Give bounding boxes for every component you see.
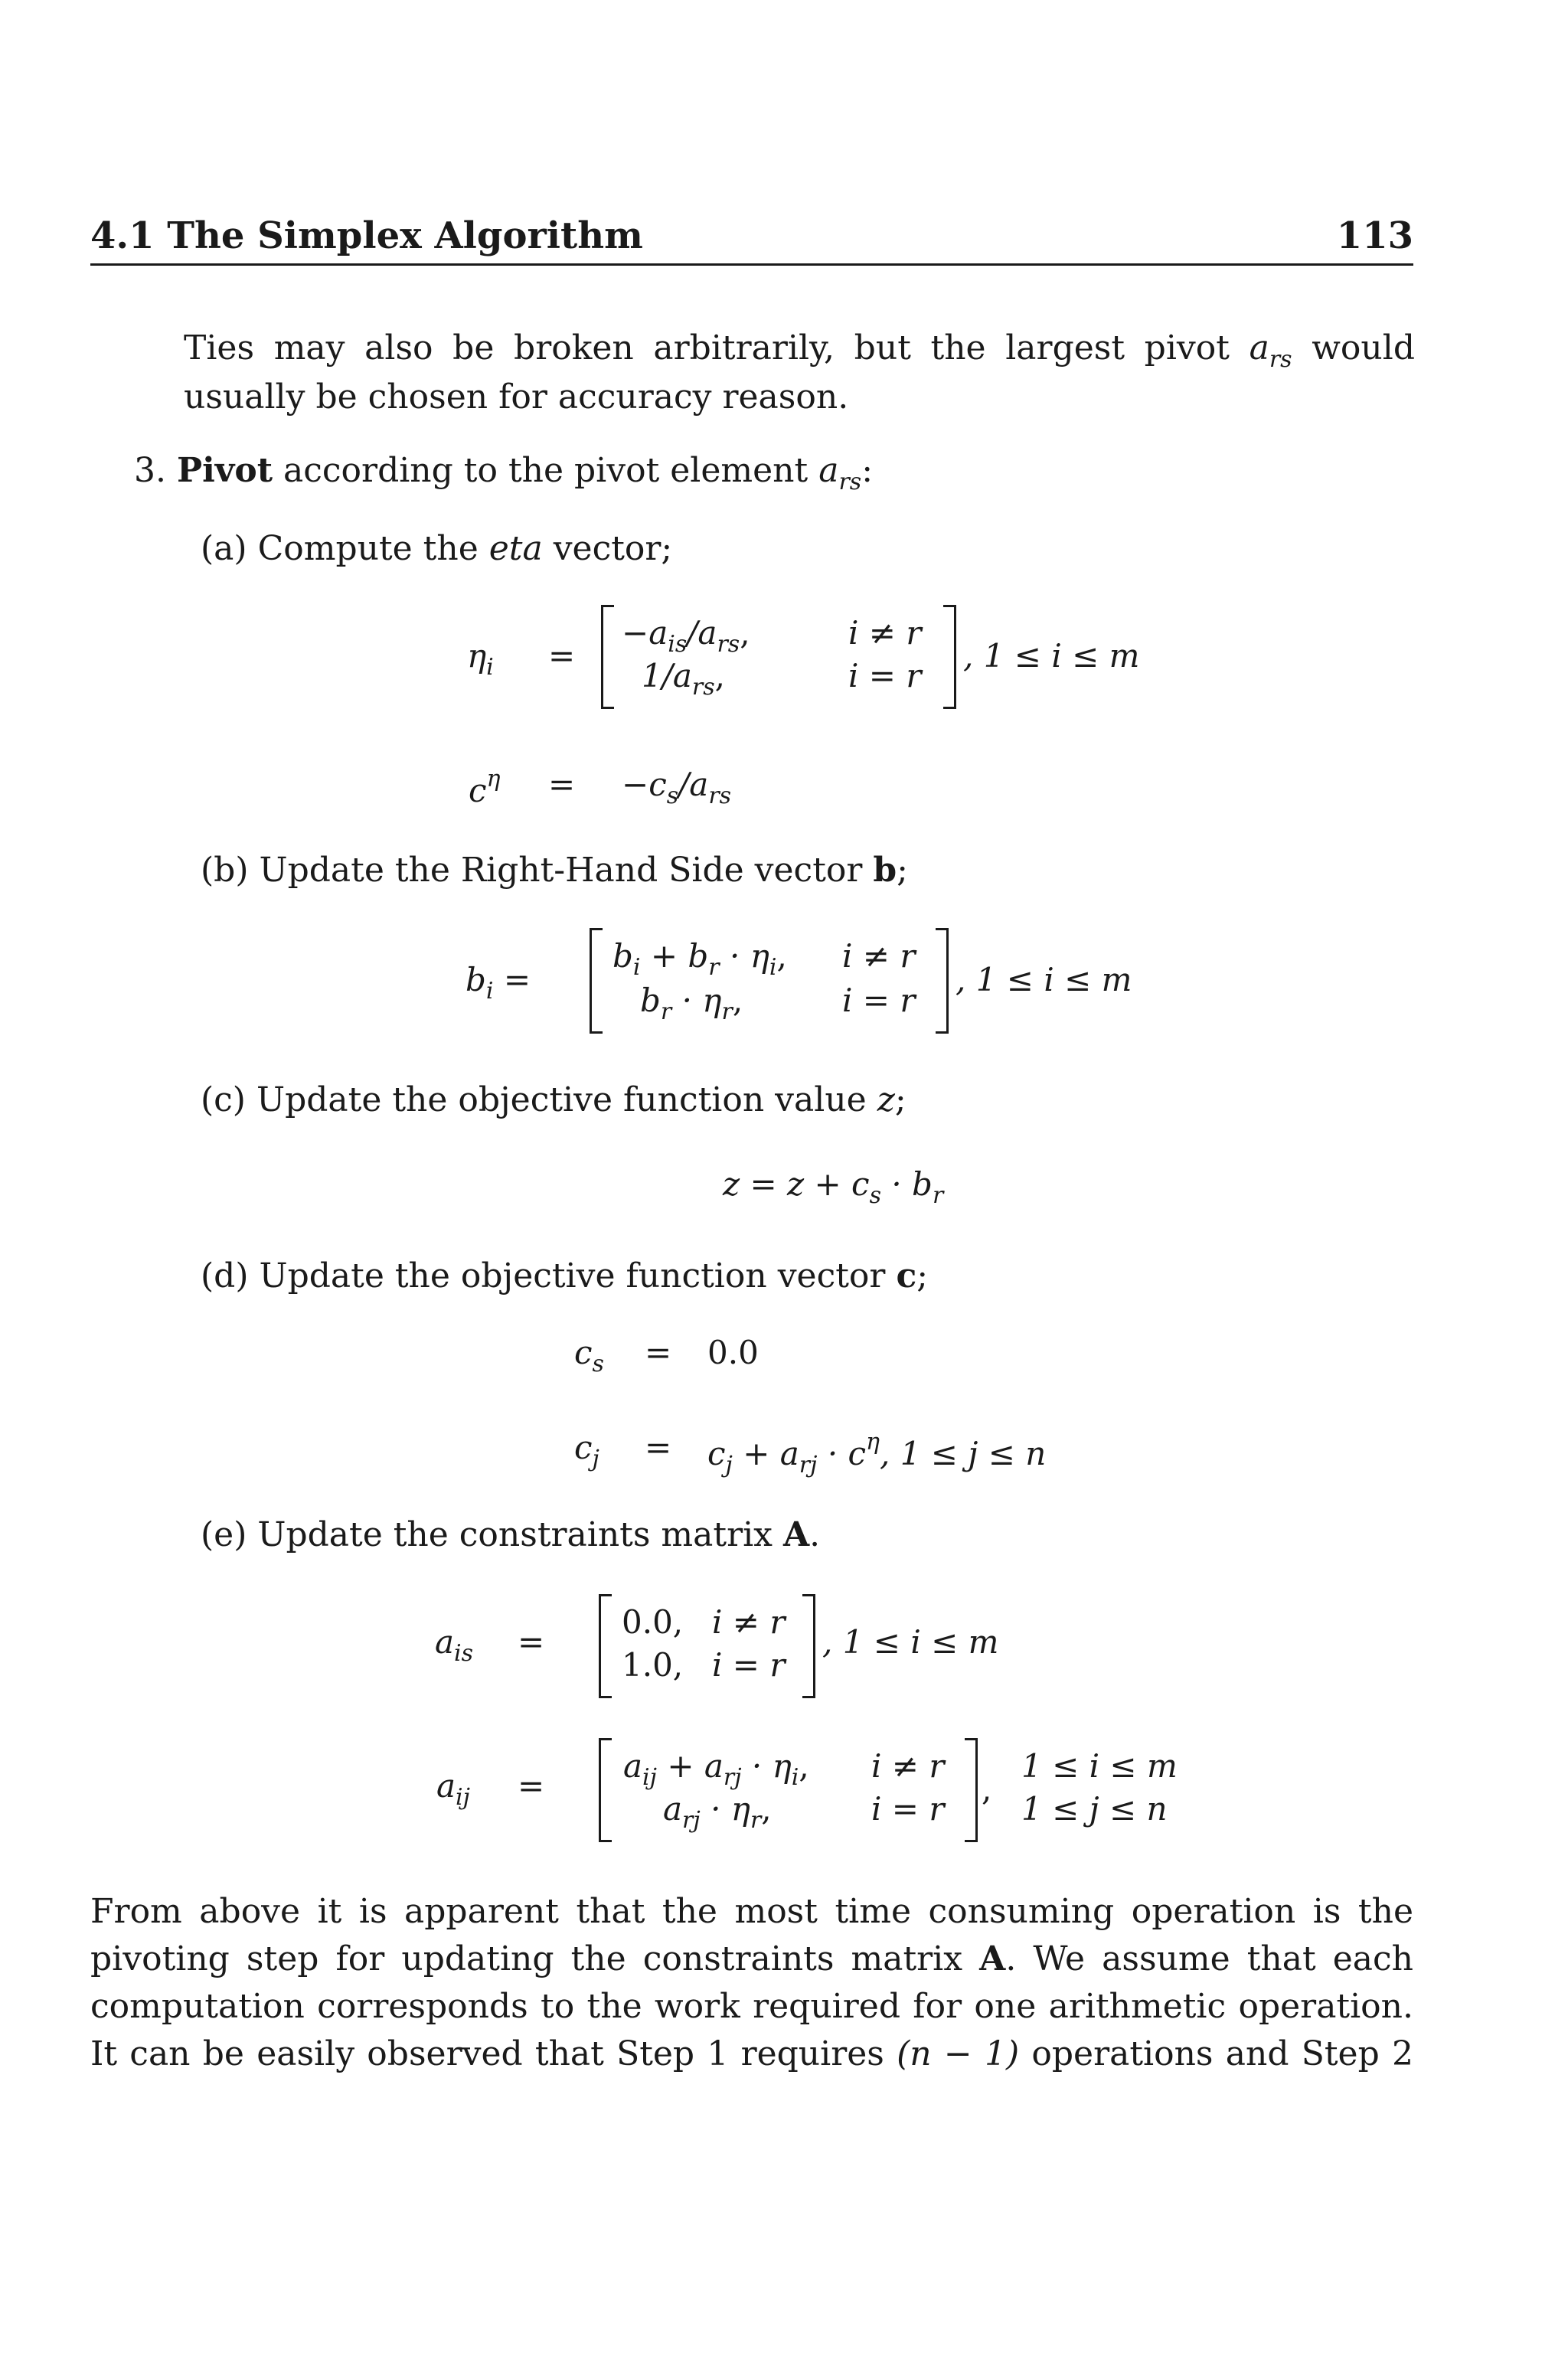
c-j: c [707,1435,726,1472]
aij-range-j: 1 ≤ j ≤ n [1021,1790,1168,1828]
aij-right-bracket [965,1738,978,1842]
comma: , [714,657,726,694]
substep-label: (c) [201,1080,246,1119]
sub: s [592,1351,604,1377]
cs-equals: = [645,1334,672,1371]
row-expr: 1/a [642,657,692,694]
step-3 [134,447,873,506]
plus-a: + a [743,1435,799,1472]
sup: η [866,1429,880,1456]
ais-equals: = [518,1623,545,1661]
c-symbol: c [574,1334,593,1371]
b-right-bracket [936,928,949,1034]
a-rj: a [663,1790,683,1828]
step-keyword: Pivot [176,451,273,490]
semicolon: ; [897,851,908,890]
cj-rhs [707,1429,1046,1478]
substep-label: (d) [201,1256,249,1295]
sub: rj [682,1807,701,1834]
sub: i [769,954,777,981]
b-r: b [640,982,661,1019]
b-subscript: i [485,978,494,1005]
sub: is [454,1640,474,1667]
eta-right-bracket [943,605,956,709]
sub: ij [642,1764,657,1791]
dot-eta: · η [710,1790,750,1828]
comma: , [740,614,750,652]
closing-text-end: operations and Step 2 [1031,2034,1413,2073]
b-left-bracket [590,928,603,1034]
page-number: 113 [1336,214,1413,257]
eta-superscript: η [486,766,501,792]
rhs-c: −c [622,766,667,803]
closing-line-2 [90,1936,1413,1983]
running-head [90,205,1413,266]
sub: rj [723,1764,742,1791]
aij-equals: = [518,1767,545,1805]
sub: i [791,1764,799,1791]
c-eta-rhs [622,766,731,809]
aij-range-comma: , [982,1770,992,1808]
period: . [809,1515,821,1554]
plus-b: + b [650,937,709,975]
intro-text: Ties may also be broken arbitrarily, but the largest pivot [184,328,1230,368]
rhs-sub: s [666,782,679,809]
closing-line-1: From above it is apparent that the most time consuming operation is the [90,1892,1413,1931]
substep-label: (a) [201,529,247,568]
b-row-2 [640,980,743,1033]
comma: , [761,1790,772,1828]
cs-lhs [574,1334,604,1377]
dot-eta: · η [681,982,722,1019]
comma: , [799,1747,809,1785]
eta-subscript: i [486,654,494,681]
row-sub2: rs [717,631,740,658]
c-eta-equals: = [548,766,576,803]
aij-range-i: 1 ≤ i ≤ m [1021,1747,1178,1785]
a-symbol: a [435,1623,455,1661]
step-text: according to the pivot element [283,451,808,490]
row-expr: −a [622,614,668,652]
step-number: 3. [134,451,166,490]
z-update-equation [723,1165,943,1209]
eta-symbol: η [467,637,487,675]
closing-line-3: computation corresponds to the work required for one arithmetic operation. [90,1987,1413,2026]
sub: j [592,1446,599,1472]
substep-emphasis: eta [488,529,543,568]
closing-text-end: . We assume that each [1005,1939,1413,1978]
sub: r [932,1182,944,1209]
b-row-2-condition: i = r [842,982,916,1019]
substep-text-end: vector; [553,529,673,568]
pivot-element: a [818,451,839,490]
matrix-A: A [979,1939,1006,1978]
sub: s [869,1182,881,1209]
b-row-1-condition: i ≠ r [842,937,916,975]
substep-text: Compute the [257,529,479,568]
comma: , [732,982,743,1019]
ais-left-bracket [599,1594,612,1698]
dot-c: · c [827,1435,867,1472]
comma: , [776,937,787,975]
substep-label: (b) [201,851,249,890]
pivot-element-subscript: rs [838,469,862,495]
cj-lhs [574,1429,599,1472]
substep-e [201,1511,820,1559]
row-sub: is [668,631,688,658]
substep-c [201,1077,906,1124]
eta-row-1-condition: i ≠ r [848,614,922,652]
aij-row-2 [663,1789,772,1841]
substep-label: (e) [201,1515,247,1554]
b-symbol: b [466,961,486,998]
aij-row-2-condition: i = r [871,1790,945,1828]
section-title: 4.1 The Simplex Algorithm [90,214,643,257]
sub: i [632,954,641,981]
ais-lhs [435,1623,473,1667]
b-range: , 1 ≤ i ≤ m [956,961,1132,998]
eta-left-bracket [601,605,614,709]
substep-b [201,847,908,894]
eta-lhs [467,637,494,681]
rhs-mid: /a [678,766,709,803]
aij-row-1-condition: i ≠ r [871,1747,945,1785]
substep-text: Update the objective function vector [259,1256,886,1295]
header-rule [90,263,1413,266]
colon: : [861,451,874,490]
z-expr: z = z + c [723,1165,870,1203]
vector-b: b [873,851,897,890]
semicolon: ; [894,1080,906,1119]
sub: r [721,998,733,1025]
dot-b: · b [891,1165,933,1203]
sub: ij [456,1784,470,1811]
cj-equals: = [645,1429,672,1466]
semicolon: ; [916,1256,929,1295]
pivot-symbol: a [1249,328,1269,368]
substep-d [201,1253,928,1300]
substep-text: Update the objective function value [256,1080,867,1119]
substep-text: Update the constraints matrix [257,1515,773,1554]
eta-range: , 1 ≤ i ≤ m [963,637,1140,675]
a-ij: a [623,1747,643,1785]
substep-text: Update the Right-Hand Side vector [259,851,863,890]
row-sub: rs [691,674,715,701]
c-symbol: c [574,1429,593,1466]
sub: r [750,1807,762,1834]
ais-right-bracket [802,1594,815,1698]
dot-eta: · η [751,1747,792,1785]
ais-row-1: 0.0, [622,1603,684,1641]
a-symbol: a [436,1767,456,1805]
closing-text: It can be easily observed that Step 1 requires [90,2034,884,2073]
ais-range: , 1 ≤ i ≤ m [822,1623,999,1661]
eta-row-2 [642,655,725,708]
equals: = [503,961,531,998]
cs-rhs: 0.0 [707,1334,759,1371]
aij-left-bracket [599,1738,612,1842]
z-var: z [877,1080,895,1119]
sub: r [708,954,720,981]
pivot-subscript: rs [1269,346,1292,373]
cj-range: , 1 ≤ j ≤ n [880,1435,1047,1472]
closing-line-4 [90,2031,1413,2078]
row-mid: /a [687,614,717,652]
closing-text: pivoting step for updating the constraints matrix [90,1939,963,1978]
sub: rj [799,1452,818,1478]
n-minus-one: (n − 1) [897,2034,1020,2073]
vector-c: c [896,1256,917,1295]
intro-line-2: usually be chosen for accuracy reason. [184,377,849,417]
intro-text-end: would [1312,328,1415,368]
c-eta-lhs [469,766,501,809]
c-symbol: c [469,772,487,809]
eta-row-2-condition: i = r [848,657,922,694]
substep-a [201,525,672,573]
aij-lhs [436,1767,470,1811]
b-lhs [466,961,531,1005]
b-i: b [612,937,633,975]
sub: r [660,998,672,1025]
sub: j [725,1452,733,1478]
plus-a: + a [667,1747,724,1785]
dot-eta: · η [730,937,769,975]
ais-row-1-condition: i ≠ r [712,1603,786,1641]
ais-row-2-condition: i = r [712,1646,786,1684]
matrix-A: A [783,1515,810,1554]
ais-row-2: 1.0, [622,1646,684,1684]
rhs-sub2: rs [708,782,732,809]
eta-equals: = [548,637,576,675]
